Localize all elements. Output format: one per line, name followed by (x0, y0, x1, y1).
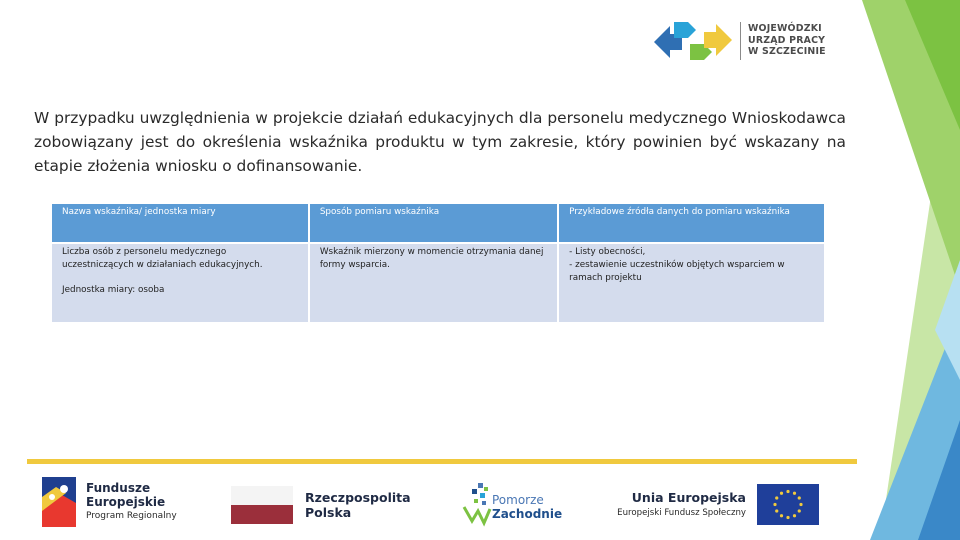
header-cell-measure: Sposób pomiaru wskaźnika (309, 203, 558, 243)
pomorze-zachodnie-logo (462, 479, 572, 529)
cell-sources (558, 243, 825, 323)
pomorze-line1: Pomorze (492, 493, 544, 507)
footer-divider (27, 459, 857, 464)
eu-star (798, 496, 801, 499)
header-cell-name: Nazwa wskaźnika/ jednostka miary (51, 203, 309, 243)
table-row (51, 243, 825, 323)
eu-logo-text (614, 490, 746, 520)
indicator-table (50, 202, 826, 324)
eu-star (780, 514, 783, 517)
wup-logo-text: WOJEWÓDZKI URZĄD PRACY W SZCZECINIE (748, 23, 826, 57)
indicator-unit-text: Jednostka miary: osoba (62, 284, 165, 295)
wup-logo-icon (652, 18, 734, 64)
pomorze-logo-icon (462, 479, 492, 529)
eu-star (775, 496, 778, 499)
eu-star (786, 490, 789, 493)
poland-flag-red (231, 505, 293, 524)
eu-star (793, 514, 796, 517)
pomorze-line2: Zachodnie (492, 507, 563, 521)
table-header-row (51, 203, 825, 243)
eu-star (773, 503, 776, 506)
eu-star (786, 516, 789, 519)
pomorze-logo-text (492, 493, 562, 521)
wup-logo (652, 18, 832, 68)
eu-title: Unia Europejska (631, 490, 746, 505)
poland-flag-white (231, 486, 293, 505)
rp-logo-text: Rzeczpospolita Polska (305, 490, 411, 520)
fe-flag-icon (42, 477, 76, 527)
intro-paragraph: W przypadku uwzględnienia w projekcie działań edukacyjnych dla personelu medycznego Wnioskodawca zobowiązany jest do określenia wskaźnika produktu w tym zakresie, który powinien być wskazany na etapie złożenia wniosku o dofinansowanie. (34, 109, 846, 175)
wup-divider (740, 22, 741, 60)
indicator-name-text: Liczba osób z personelu medycznego uczestniczących w działaniach edukacyjnych. (62, 247, 263, 270)
fe-subtitle: Program Regionalny (86, 511, 177, 521)
eu-star (793, 492, 796, 495)
cell-measure-method: Wskaźnik mierzony w momencie otrzymania danej formy wsparcia. (309, 243, 558, 323)
fundusze-europejskie-logo (42, 477, 202, 529)
eu-star (780, 492, 783, 495)
poland-flag (231, 486, 293, 524)
eu-star (799, 503, 802, 506)
eu-star (798, 509, 801, 512)
header-cell-sources: Przykładowe źródła danych do pomiaru wskaźnika (558, 203, 825, 243)
eu-subtitle: Europejski Fundusz Społeczny (617, 508, 746, 518)
fe-logo-text (86, 481, 202, 523)
cell-indicator-name (51, 243, 309, 323)
source-item: - Listy obecności, (569, 247, 646, 257)
eu-star (775, 509, 778, 512)
eu-flag-icon (757, 484, 819, 525)
fe-title: Fundusze Europejskie (86, 481, 166, 509)
source-item: - zestawienie uczestników objętych wsparciem w ramach projektu (569, 259, 785, 283)
